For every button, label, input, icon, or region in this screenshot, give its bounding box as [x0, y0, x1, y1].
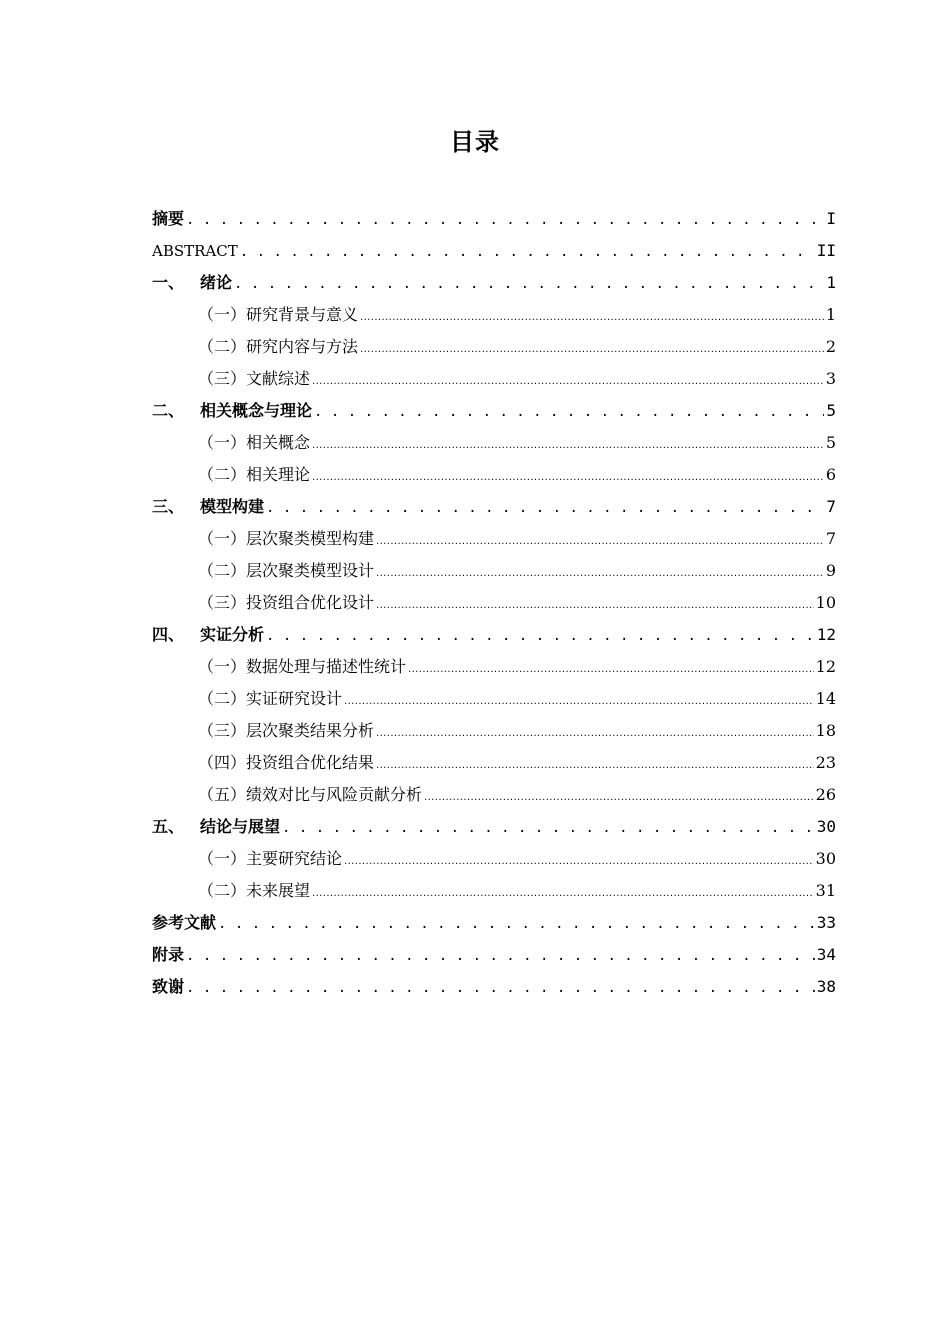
toc-entry-title: 参考文献	[152, 913, 217, 932]
toc-entry-title: （一）相关概念	[198, 433, 311, 452]
dot-leader	[312, 427, 824, 459]
toc-entry-title: （五）绩效对比与风险贡献分析	[198, 785, 423, 804]
toc-entry-section[interactable]	[152, 523, 836, 555]
toc-page-number: 31	[815, 881, 836, 900]
toc-page-number: 7	[826, 497, 836, 516]
toc-entry-chapter-5[interactable]	[152, 811, 836, 843]
dot-leader	[282, 811, 815, 843]
toc-page-number: 14	[815, 689, 836, 708]
toc-entry-section[interactable]	[152, 299, 836, 331]
toc-chapter-number: 二、	[152, 401, 185, 420]
toc-entry-title: （四）投资组合优化结果	[198, 753, 375, 772]
dot-leader	[266, 619, 815, 651]
dot-leader	[376, 715, 814, 747]
dot-leader	[218, 907, 815, 939]
dot-leader	[234, 267, 824, 299]
dot-leader	[424, 779, 814, 811]
toc-entry-title: （三）文献综述	[198, 369, 311, 388]
toc-page-number: 26	[815, 785, 836, 804]
toc-entry-section[interactable]	[152, 363, 836, 395]
toc-page-number: 3	[825, 369, 836, 388]
toc-entry-title: 模型构建	[200, 497, 265, 516]
dot-leader	[376, 587, 814, 619]
toc-entry-title: （三）投资组合优化设计	[198, 593, 375, 612]
dot-leader	[186, 971, 815, 1003]
toc-page-number: 2	[825, 337, 836, 356]
toc-entry-title: 结论与展望	[200, 817, 281, 836]
toc-entry-abstract-en[interactable]	[152, 235, 836, 267]
toc-entry-title: （二）研究内容与方法	[198, 337, 359, 356]
toc-entry-chapter-1[interactable]	[152, 267, 836, 299]
toc-entry-section[interactable]	[152, 459, 836, 491]
toc-entry-title: （一）层次聚类模型构建	[198, 529, 375, 548]
dot-leader	[360, 299, 824, 331]
dot-leader	[314, 395, 824, 427]
toc-entry-title: （二）相关理论	[198, 465, 311, 484]
toc-entry-section[interactable]	[152, 715, 836, 747]
toc-entry-title: （三）层次聚类结果分析	[198, 721, 375, 740]
toc-entry-title: （二）未来展望	[198, 881, 311, 900]
dot-leader	[376, 523, 824, 555]
toc-page-number: 1	[826, 273, 836, 292]
toc-chapter-number: 三、	[152, 497, 185, 516]
toc-entry-chapter-3[interactable]	[152, 491, 836, 523]
dot-leader	[344, 843, 814, 875]
toc-entry-chapter-2[interactable]	[152, 395, 836, 427]
toc-entry-section[interactable]	[152, 747, 836, 779]
toc-entry-title: （一）数据处理与描述性统计	[198, 657, 407, 676]
toc-entry-title: （一）主要研究结论	[198, 849, 343, 868]
dot-leader	[312, 363, 824, 395]
toc-page-number: 12	[816, 625, 836, 644]
toc-page-number: 7	[825, 529, 836, 548]
toc-page-number: 30	[815, 849, 836, 868]
toc-page-number: 38	[816, 977, 836, 996]
toc-page-number: 23	[815, 753, 836, 772]
toc-entry-title: 相关概念与理论	[200, 401, 313, 420]
dot-leader	[266, 491, 824, 523]
dot-leader	[344, 683, 814, 715]
toc-page-number: 34	[816, 945, 836, 964]
dot-leader	[376, 747, 814, 779]
toc-entry-section[interactable]	[152, 683, 836, 715]
toc-entry-section[interactable]	[152, 427, 836, 459]
dot-leader	[312, 875, 814, 907]
toc-entry-abstract-cn[interactable]	[152, 203, 836, 235]
toc-page-number: 12	[815, 657, 836, 676]
toc-chapter-number: 五、	[152, 817, 185, 836]
toc-entry-title: （二）层次聚类模型设计	[198, 561, 375, 580]
toc-page-number: 1	[825, 305, 836, 324]
toc-list	[152, 203, 836, 1003]
toc-entry-section[interactable]	[152, 331, 836, 363]
dot-leader	[186, 203, 824, 235]
toc-entry-section[interactable]	[152, 555, 836, 587]
toc-entry-title: （一）研究背景与意义	[198, 305, 359, 324]
toc-page-number: 6	[825, 465, 836, 484]
toc-entry-chapter-4[interactable]	[152, 619, 836, 651]
toc-entry-section[interactable]	[152, 587, 836, 619]
toc-entry-title: 实证分析	[200, 625, 265, 644]
toc-entry-section[interactable]	[152, 843, 836, 875]
dot-leader	[240, 235, 815, 267]
toc-page-number: 18	[815, 721, 836, 740]
toc-page-number: 30	[816, 817, 836, 836]
toc-chapter-number: 一、	[152, 273, 185, 292]
toc-entry-section[interactable]	[152, 875, 836, 907]
dot-leader	[376, 555, 824, 587]
toc-entry-appendix[interactable]	[152, 939, 836, 971]
toc-entry-references[interactable]	[152, 907, 836, 939]
toc-entry-title: （二）实证研究设计	[198, 689, 343, 708]
toc-page-number: II	[816, 241, 836, 260]
toc-page-number: I	[826, 209, 836, 228]
toc-entry-acknowledgements[interactable]	[152, 971, 836, 1003]
toc-entry-section[interactable]	[152, 651, 836, 683]
toc-entry-section[interactable]	[152, 779, 836, 811]
toc-page-number: 33	[816, 913, 836, 932]
toc-entry-title: 附录	[152, 945, 185, 964]
toc-entry-title: ABSTRACT	[152, 242, 238, 260]
toc-entry-title: 摘要	[152, 209, 185, 228]
toc-page-number: 5	[825, 433, 836, 452]
dot-leader	[312, 459, 824, 491]
dot-leader	[408, 651, 814, 683]
toc-page-number: 5	[826, 401, 836, 420]
toc-chapter-number: 四、	[152, 625, 185, 644]
toc-entry-title: 致谢	[152, 977, 185, 996]
toc-title: 目录	[450, 128, 500, 156]
toc-entry-title: 绪论	[200, 273, 233, 292]
dot-leader	[360, 331, 824, 363]
dot-leader	[186, 939, 815, 971]
toc-page-number: 10	[815, 593, 836, 612]
toc-page-number: 9	[825, 561, 836, 580]
